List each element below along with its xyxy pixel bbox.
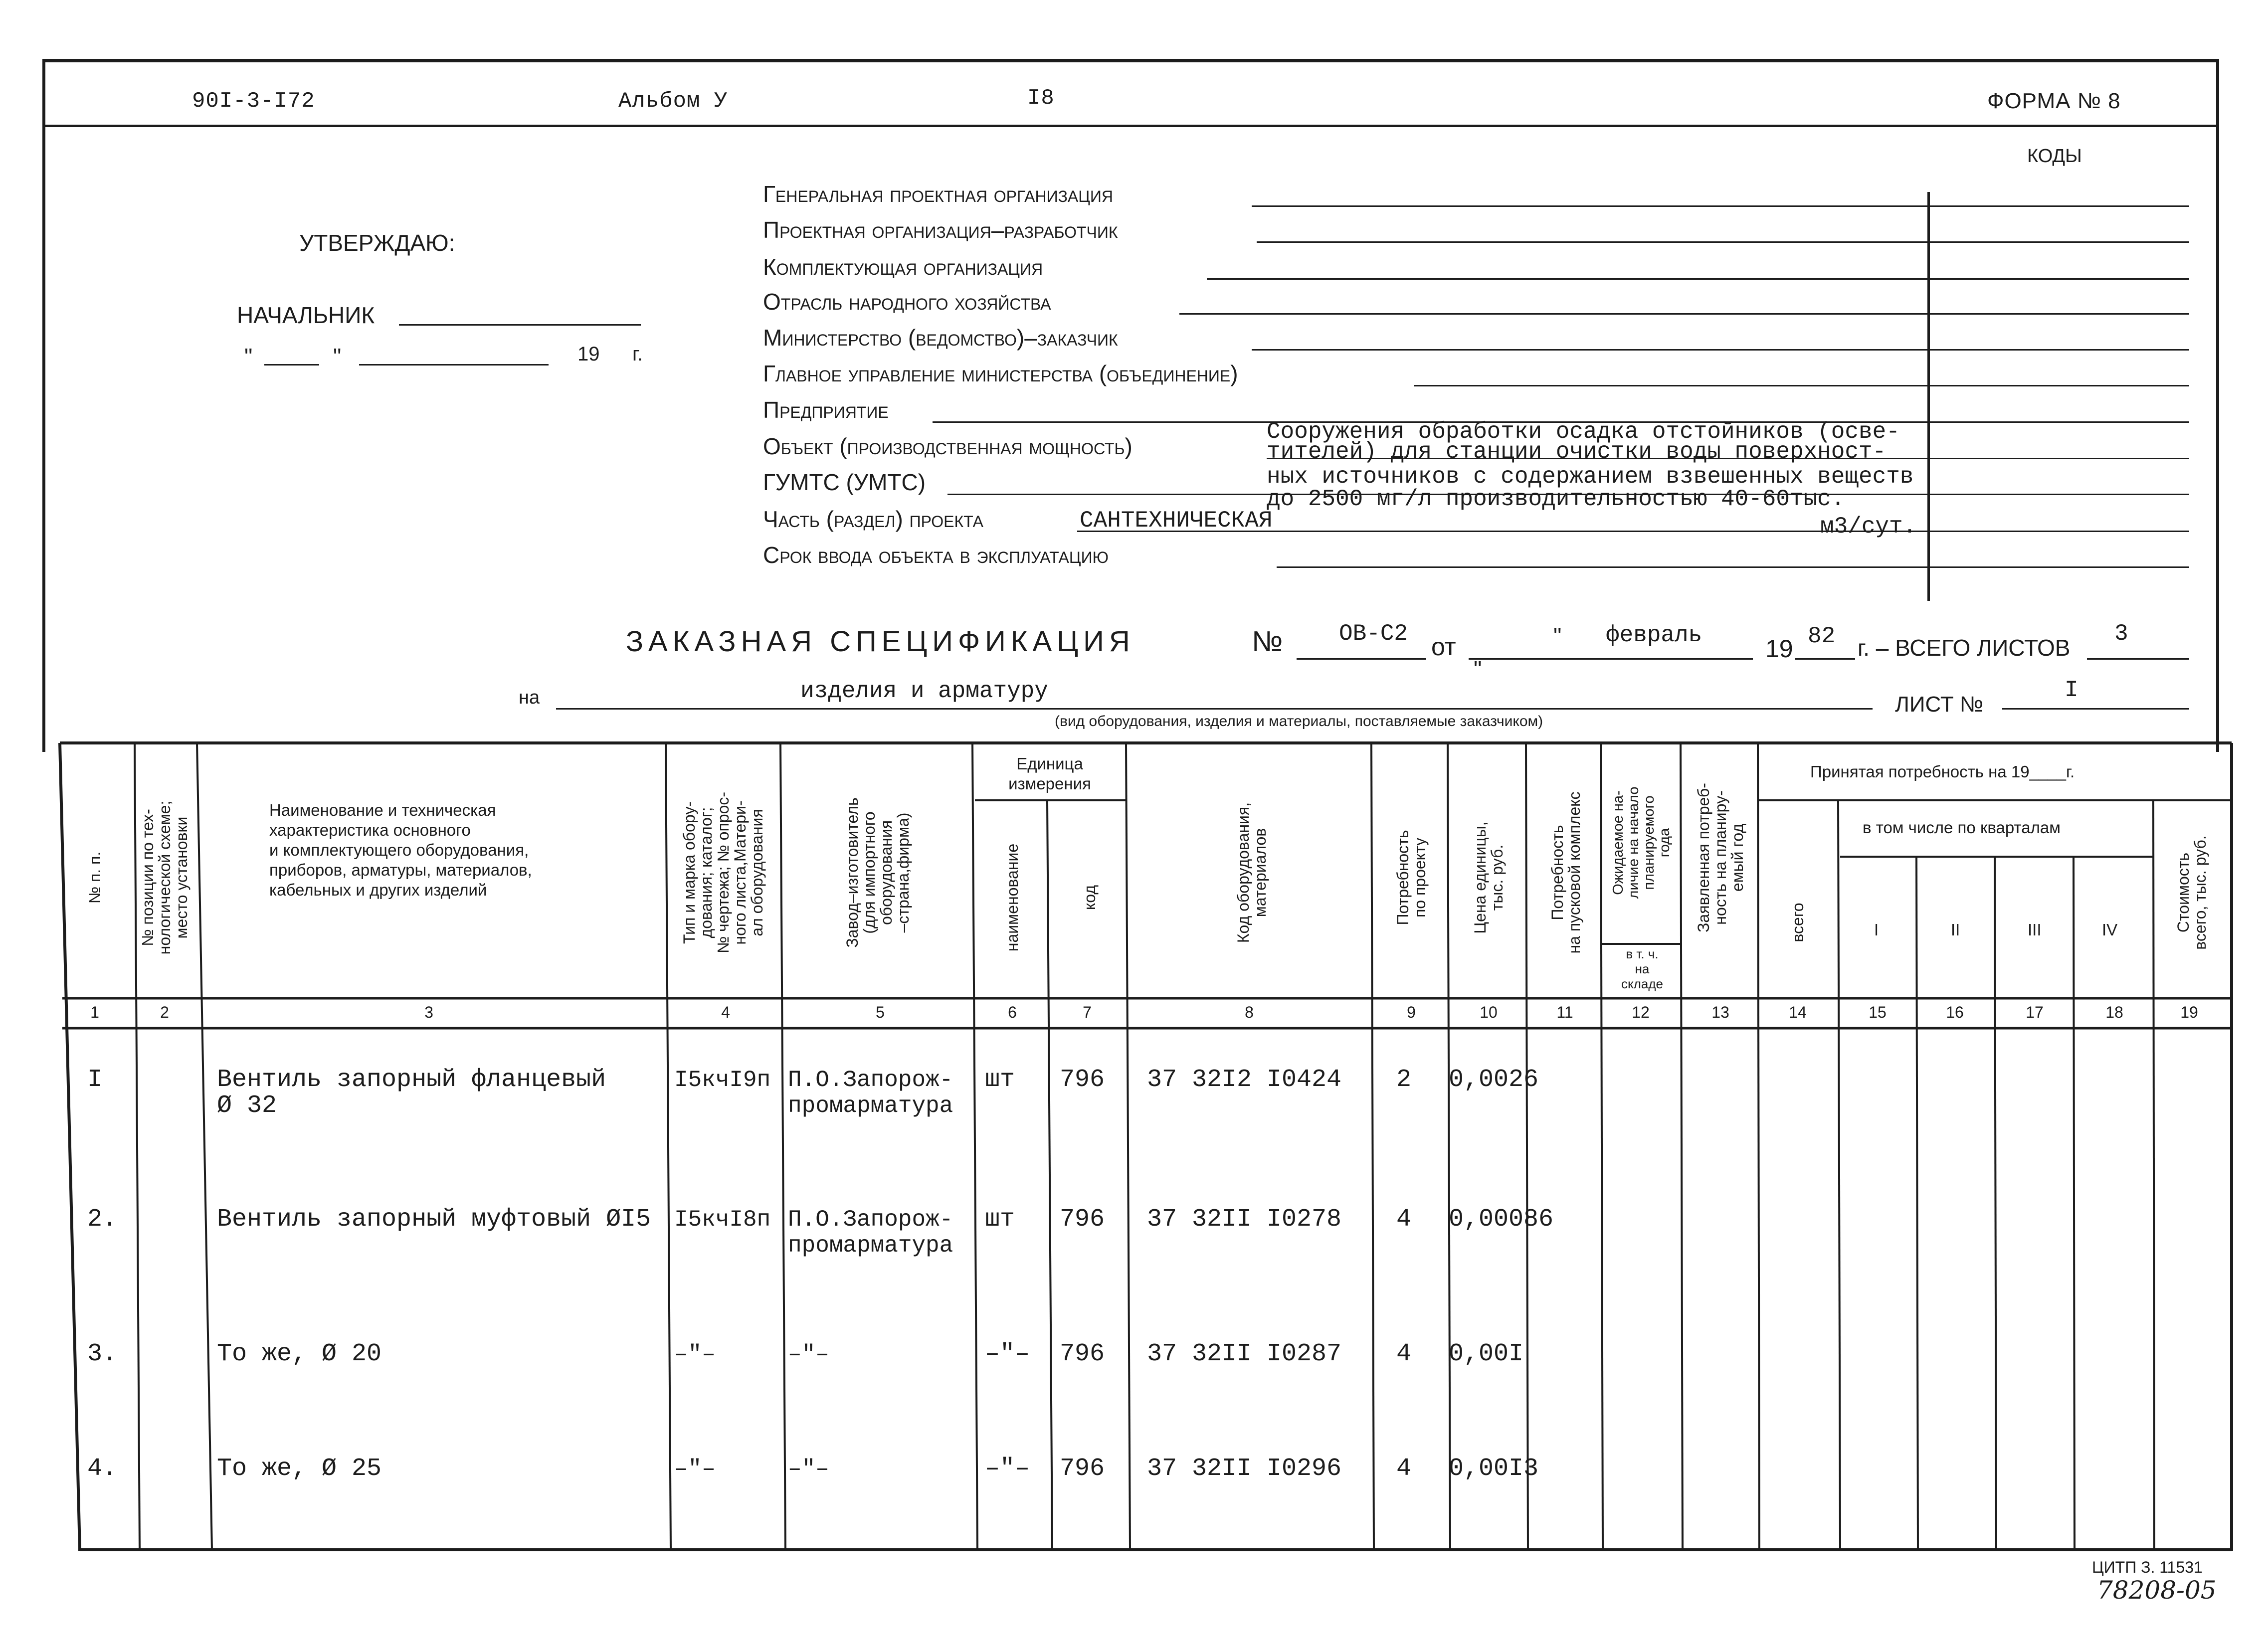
codes-label: КОДЫ	[2027, 146, 2082, 167]
spec-number: ОВ-С2	[1339, 621, 1408, 647]
column-number: 19	[2180, 1003, 2198, 1021]
org-field-label: Предприятие	[763, 397, 889, 423]
table-cell-unit_code: 796	[1060, 1205, 1105, 1234]
table-cell-name: То же, Ø 20	[217, 1340, 382, 1368]
org-field-label: Отрасль народного хозяйства	[763, 289, 1051, 315]
col-header-5: Завод–изготовитель (для импортного оборудования –страна,фирма)	[843, 797, 912, 948]
column-number: 18	[2105, 1003, 2123, 1021]
col-header-3: Наименование и техническая характеристика основного и комплектующего оборудования, приборов, арматуры, материалов, кабельных и других изделий	[269, 801, 532, 899]
column-number: 7	[1083, 1003, 1092, 1021]
object-line-3: ных источников с содержанием взвешенных веществ	[1267, 464, 1914, 490]
col-header-1: № п. п.	[86, 851, 104, 904]
org-field-label: Главное управление министерства (объединение)	[763, 361, 1238, 386]
org-field-label: Проектная организация–разработчик	[763, 217, 1118, 243]
object-line-5: м3/сут.	[1820, 514, 1917, 540]
column-number: 1	[90, 1003, 99, 1021]
org-field-label: Министерство (ведомство)–заказчик	[763, 325, 1118, 351]
column-number: 8	[1245, 1003, 1254, 1021]
col-header-quarters: в том числе по кварталам	[1863, 818, 2061, 837]
table-cell-unit: –"–	[985, 1340, 1030, 1368]
spec-number-label: №	[1252, 625, 1283, 658]
table-cell-qty: 4	[1396, 1205, 1412, 1234]
table-cell-qty: 4	[1396, 1455, 1412, 1483]
col-header-q1: I	[1874, 920, 1879, 939]
col-header-q3: III	[2028, 920, 2042, 939]
spec-title: ЗАКАЗНАЯ СПЕЦИФИКАЦИЯ	[626, 625, 1135, 658]
table-cell-n: I	[87, 1066, 103, 1094]
date-year-suffix: г.	[632, 343, 643, 365]
date-quote-close: "	[333, 344, 342, 369]
spec-subject-note: (вид оборудования, изделия и материалы, поставляемые заказчиком)	[1055, 713, 1543, 730]
column-number: 13	[1711, 1003, 1729, 1021]
spec-quote-close: "	[1474, 656, 1482, 682]
object-line-4: до 2500 мг/л производительностью 40-60тыс.	[1267, 486, 1845, 512]
table-cell-unit: шт	[985, 1205, 1015, 1234]
col-header-10: Цена единицы, тыс. руб.	[1471, 821, 1506, 934]
table-cell-type: I5кчI8п	[674, 1207, 771, 1233]
column-number: 3	[424, 1003, 433, 1021]
org-field-label: Объект (производственная мощность)	[763, 433, 1133, 459]
org-field-label: ГУМТС (УМТС)	[763, 469, 926, 495]
spec-sheet: I	[2065, 677, 2079, 703]
table-cell-unit: шт	[985, 1066, 1015, 1094]
org-field-label: Генеральная проектная организация	[763, 181, 1114, 207]
table-cell-name: Вентиль запорный муфтовый ØI5	[217, 1205, 651, 1234]
date-year-prefix: 19	[577, 343, 600, 365]
col-header-unit-group: Единица измерения	[1008, 754, 1091, 793]
spec-year-prefix: 19	[1765, 635, 1793, 663]
object-line-2: тителей) для станции очистки воды поверхност-	[1267, 439, 1887, 465]
spec-sheet-label: ЛИСТ №	[1895, 692, 1984, 717]
table-cell-type: –"–	[674, 1341, 716, 1367]
column-number: 4	[721, 1003, 730, 1021]
spec-total-sheets: 3	[2114, 621, 2128, 647]
table-cell-price: 0,0026	[1449, 1066, 1539, 1094]
org-field-label: Часть (раздел) проекта	[763, 506, 983, 532]
col-header-12b: в т. ч. на складе	[1621, 946, 1663, 991]
spec-month: февраль	[1606, 622, 1702, 648]
table-cell-code: 37 32II I0296	[1147, 1455, 1342, 1483]
spec-quote-open: "	[1553, 623, 1562, 649]
table-cell-type: I5кчI9п	[674, 1067, 771, 1093]
column-number: 11	[1556, 1003, 1573, 1021]
column-number: 10	[1480, 1003, 1498, 1021]
org-field-label: Комплектующая организация	[763, 254, 1043, 280]
project-part-value: САНТЕХНИЧЕСКАЯ	[1080, 508, 1273, 534]
table-cell-unit_code: 796	[1060, 1455, 1105, 1483]
date-quote-open: "	[244, 344, 253, 369]
form-number: ФОРМА № 8	[1987, 89, 2121, 113]
col-header-19: Стоимость всего, тыс. руб.	[2174, 835, 2209, 950]
column-number: 14	[1789, 1003, 1807, 1021]
table-cell-plant: –"–	[788, 1341, 829, 1367]
col-header-4: Тип и марка обору- дования; каталог; № чертежа; № опрос- ного листа,Матери- ал оборудования	[680, 791, 766, 954]
col-header-q4: IV	[2102, 920, 2118, 939]
table-cell-n: 3.	[87, 1340, 118, 1368]
page-number: I8	[1027, 86, 1055, 111]
approval-title: УТВЕРЖДАЮ:	[299, 230, 455, 256]
spec-subject: изделия и арматуру	[800, 678, 1048, 704]
album-label: Альбом У	[618, 89, 728, 114]
table-cell-code: 37 32II I0278	[1147, 1205, 1342, 1234]
footer-stamp: ЦИТП З. 11531	[2092, 1558, 2203, 1576]
table-cell-price: 0,00086	[1449, 1205, 1554, 1234]
chief-label: НАЧАЛЬНИК	[237, 302, 375, 328]
spec-from-label: от	[1431, 633, 1456, 661]
column-number: 9	[1407, 1003, 1416, 1021]
table-cell-qty: 2	[1396, 1066, 1412, 1094]
table-cell-code: 37 32II I0287	[1147, 1340, 1342, 1368]
table-cell-code: 37 32I2 I0424	[1147, 1066, 1342, 1094]
column-number: 2	[160, 1003, 169, 1021]
spec-year-suffix: г. – ВСЕГО ЛИСТОВ	[1858, 635, 2071, 661]
spec-year: 82	[1808, 623, 1836, 649]
object-line-1: Сооружения обработки осадка отстойников (осве-	[1267, 419, 1900, 445]
column-number: 5	[876, 1003, 885, 1021]
table-cell-price: 0,00I3	[1449, 1455, 1539, 1483]
table-cell-plant: П.О.Запорож- промарматура	[788, 1067, 953, 1119]
column-number: 15	[1869, 1003, 1887, 1021]
col-header-12a: Ожидаемое на- личие на начало планируемого года	[1610, 786, 1673, 899]
table-cell-qty: 4	[1396, 1340, 1412, 1368]
col-header-8: Код оборудования, материалов	[1234, 802, 1269, 943]
col-header-2: № позиции по тех- нологической схеме; место установки	[139, 800, 190, 955]
column-number: 17	[2026, 1003, 2044, 1021]
table-cell-plant: П.О.Запорож- промарматура	[788, 1207, 953, 1259]
footer-handwritten-number: 78208-05	[2097, 1576, 2217, 1605]
table-cell-type: –"–	[674, 1456, 716, 1482]
col-header-accepted: Принятая потребность на 19____г.	[1810, 762, 2075, 781]
table-cell-name: Вентиль запорный фланцевый Ø 32	[217, 1066, 606, 1120]
col-header-6: наименование	[1003, 843, 1021, 952]
org-field-label: Срок ввода объекта в эксплуатацию	[763, 542, 1109, 568]
col-header-11: Потребность на пусковой комплекс	[1548, 791, 1583, 954]
table-cell-unit_code: 796	[1060, 1066, 1105, 1094]
col-header-q2: II	[1951, 920, 1960, 939]
table-cell-price: 0,00I	[1449, 1340, 1524, 1368]
table-cell-plant: –"–	[788, 1456, 829, 1482]
table-cell-unit: –"–	[985, 1455, 1030, 1483]
column-number: 6	[1008, 1003, 1017, 1021]
table-cell-name: То же, Ø 25	[217, 1455, 382, 1483]
col-header-9: Потребность по проекту	[1394, 830, 1429, 925]
table-cell-unit_code: 796	[1060, 1340, 1105, 1368]
col-header-7: код	[1081, 885, 1099, 911]
table-cell-n: 4.	[87, 1455, 118, 1483]
series-number: 90I-3-I72	[192, 89, 315, 114]
col-header-13: Заявленная потреб- ность на планиру- емый год	[1695, 783, 1746, 932]
column-number: 12	[1632, 1003, 1650, 1021]
column-number: 16	[1946, 1003, 1964, 1021]
table-cell-n: 2.	[87, 1205, 118, 1234]
spec-on-label: на	[519, 687, 540, 708]
col-header-14: всего	[1789, 903, 1807, 942]
